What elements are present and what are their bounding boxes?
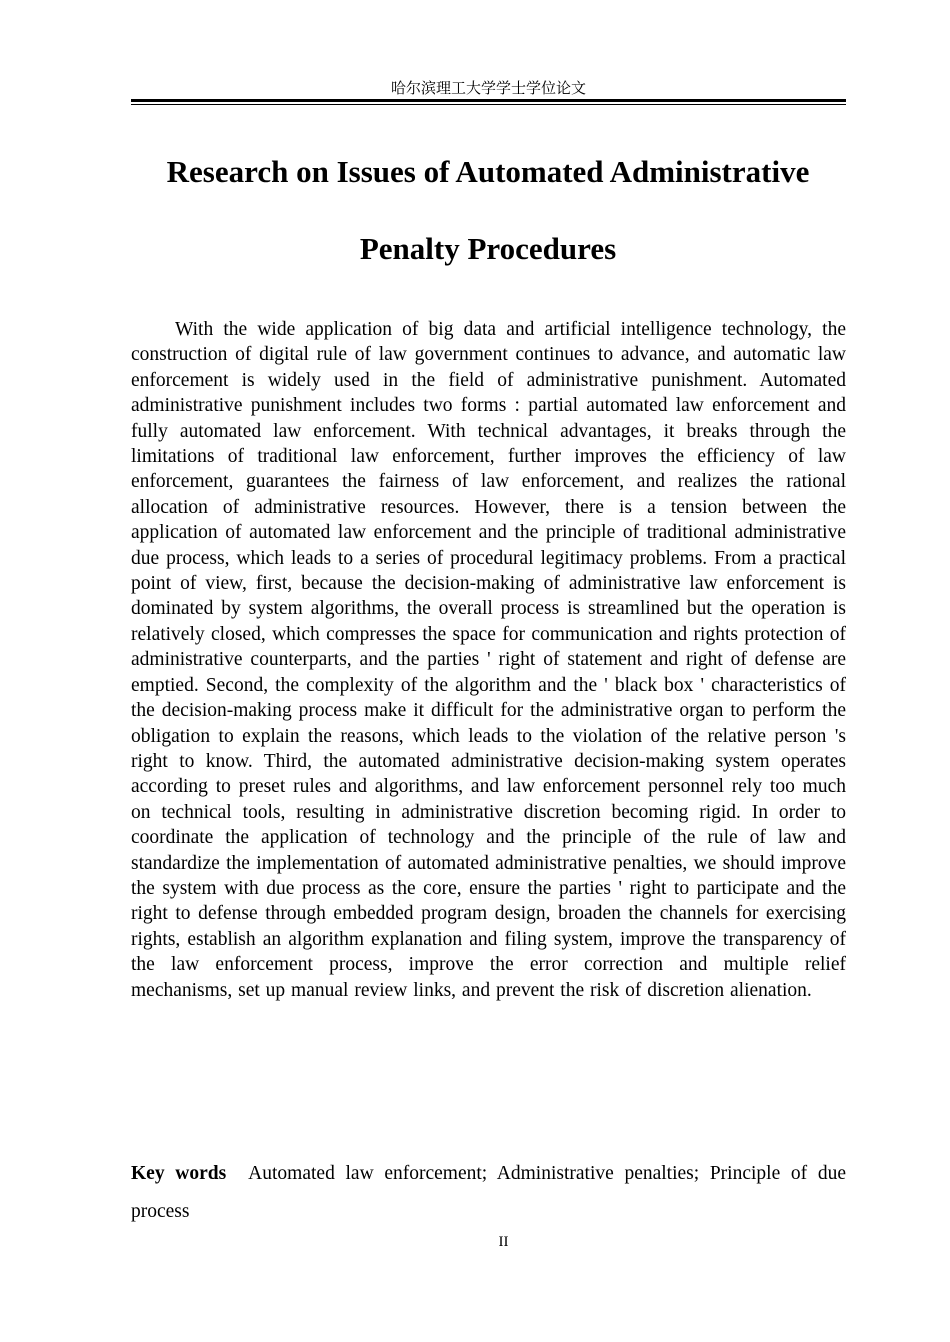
paper-title-line-2: Penalty Procedures bbox=[359, 231, 617, 266]
abstract-body: With the wide application of big data and artificial intelligence technology, the construction of digital rule of law government continues to advance, and automatic law enforcement is widely used in the field of administrative punishment. Automated administrative punishment includes two forms : partial automated law enforcement and fully automated law enforcement. With technical advantages, it breaks through the limitations of traditional law enforcement, further improves the efficiency of law enforcement, guarantees the fairness of law enforcement, and realizes the rational allocation of administrative resources. However, there is a tension between the application of automated law enforcement and the principle of traditional administrative due process, which leads to a series of procedural legitimacy problems. From a practical point of view, first, because the decision-making of administrative law enforcement is dominated by system algorithms, the overall process is streamlined but the operation is relatively closed, which compresses the space for communication and rights protection of administrative counterparts, and the parties ' right of statement and right of defense are emptied. Second, the complexity of the algorithm and the ' black box ' characteristics of the decision-making process make it difficult for the administrative organ to perform the obligation to explain the reasons, which leads to the violation of the relative person 's right to know. Third, the automated administrative decision-making system operates according to preset rules and algorithms, and law enforcement personnel rely too much on technical tools, resulting in administrative discretion becoming rigid. In order to coordinate the application of technology and the principle of the rule of law and standardize the implementation of automated administrative penalties, we should improve the system with due process as the core, ensure the parties ' right to participate and the right to defense through embedded program design, broaden the channels for exercising rights, establish an algorithm explanation and filing system, improve the transparency of the law enforcement process, improve the error correction and multiple relief mechanisms, set up manual review links, and prevent the risk of discretion alienation. bbox=[131, 319, 846, 1001]
page-number: II bbox=[498, 1234, 509, 1250]
keywords-label: Key words bbox=[131, 1163, 227, 1184]
header-rule-thin bbox=[131, 104, 846, 105]
header-rule-thick bbox=[131, 99, 846, 102]
keywords-paragraph bbox=[131, 1155, 846, 1231]
keywords-text: Automated law enforcement; Administrative penalties; Principle of due process bbox=[131, 1163, 846, 1222]
running-header: 哈尔滨理工大学学士学位论文 bbox=[390, 79, 586, 97]
paper-title-line-1: Research on Issues of Automated Administrative bbox=[166, 154, 810, 189]
